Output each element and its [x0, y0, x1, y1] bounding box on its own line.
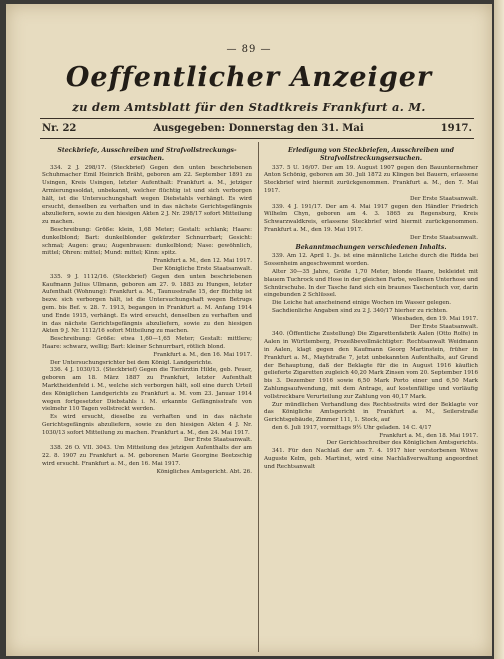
- column-divider: [258, 142, 259, 652]
- signature-line: Wiesbaden, den 19. Mai 1917.: [391, 315, 478, 322]
- notice-paragraph: Zur mündlichen Verhandlung des Rechtsstreits wird der Beklagte vor das Königliche Amtsgericht in Frankfurt a. M., Seilerstraße Gerichtsgebäude, Zimmer 111, 1. Stock, auf: [264, 401, 478, 424]
- notice-paragraph: den 6. Juli 1917, vormittags 9½ Uhr geladen. 14 C. 4/17: [272, 424, 432, 431]
- masthead-title: Oeffentlicher Anzeiger: [65, 62, 433, 93]
- notice-paragraph: 337. 5 U. 16/07. Der am 19. August 1907 gegen den Bauunternehmer Anton Schönig, geboren am 30. Juli 1872 zu Klingen bei Bauern, erlassene Steckbrief wird hiermit zurückgenommen. Frankfurt a. M., den 7. Mai 1917.: [264, 164, 478, 194]
- notice-paragraph: 341. Für den Nachlaß der am 7. 4. 1917 hier verstorbenen Witwe Auguste Kelm, geb. Martinet, wird eine Nachlaßverwaltung angeordnet und Rechtsanwalt: [264, 448, 478, 470]
- signature-line: Der Gerichtsschreiber des Königlichen Amtsgerichts.: [326, 440, 478, 447]
- notice-paragraph: Es wird ersucht, dieselbe zu verhaften und in das nächste Gerichtsgefängnis abzuliefern, sowie zu den hiesigen Akten 4 J. Nr. 1030/13 sofort Mitteilung zu machen. Frankfurt a. M., den 24. Mai 1917.: [42, 414, 252, 436]
- notice-paragraph: 340. (Öffentliche Zustellung) Die Zigarettenfabrik Aalen (Otto Rolfe) in Aalen in Württemberg, Prozeßbevollmächtigter: Rechtsanwalt Weidmann in Aalen, klagt gegen den Kaufmann Georg Martinstein, früher in Frankfurt a. M., Mayfstraße 7, jetzt unbekannten Aufenthalts, auf Grund der Behauptung, daß der Beklagte für die in August 1916 käuflich gelieferte Zigaretten zugleich 40,20 Mark Zinsen vom 20. September 1916 bis 3. Dezember 1916 sowie 6,50 Mark Porto einer und 6,50 Mark Zahlungsaufwendung, mit dem Antrage, auf kostenfällige und vorläufig vollstreckbare Verurteilung zur Zahlung von 40,17 Mark.: [264, 331, 478, 400]
- masthead-subtitle: zu dem Amtsblatt für den Stadtkreis Frankfurt a. M.: [72, 100, 426, 114]
- page-edge: [494, 0, 504, 659]
- issue-number: Nr. 22: [42, 123, 77, 134]
- notice-paragraph: Der Untersuchungsrichter bei dem Königl. Landgerichte.: [50, 359, 213, 366]
- signature-line: Königliches Amtsgericht. Abt. 26.: [156, 468, 252, 475]
- notice-paragraph: 339. Am 12. April 1. Js. ist eine männliche Leiche durch die Ridda bei Sossenheim angeschwemmt worden.: [264, 253, 478, 268]
- notice-paragraph: Sachdienliche Angaben sind zu 2 J. 340/17 hierher zu richten.: [272, 307, 448, 314]
- notice-paragraph: 338. 26 O. VII. 3043. Um Mitteilung des jetzigen Aufenthalts der am 22. 8. 1907 zu Frankfurt a. M. geborenen Marie Georgine Beetzschig wird ersucht. Frankfurt a. M., den 16. Mai 1917.: [42, 445, 252, 467]
- issue-date: Ausgegeben: Donnerstag den 31. Mai: [153, 123, 364, 134]
- signature-line: Der Erste Staatsanwalt.: [410, 234, 478, 241]
- signature-line: Der Königliche Erste Staatsanwalt.: [152, 265, 252, 272]
- notice-paragraph: Die Leiche hat anscheinend einige Wochen im Wasser gelegen.: [272, 300, 452, 307]
- section-heading: Steckbriefe, Ausschreiben und Strafvollstreckungs- ersuchen.: [57, 147, 237, 162]
- issue-meta: [42, 123, 472, 134]
- page-number: — 89 —: [226, 44, 272, 55]
- notice-paragraph: Beschreibung: Größe: etwa 1,60—1,65 Meter; Gestalt: mittlere; Haare: schwarz, wellig; Bart: kleiner Schnurrbart, rötlich blond.: [42, 336, 252, 350]
- divider-top: [40, 118, 474, 119]
- signature-line: Der Erste Staatsanwalt.: [410, 323, 478, 330]
- newspaper-page: [6, 4, 492, 656]
- notice-paragraph: 339. 4 J. 191/17. Der am 4. Mai 1917 gegen den Händler Friedrich Wilhelm Chyn, geboren am 4. 3. 1865 zu Regensburg, Kreis Schwarzwaldkreis, erlassene Steckbrief wird hiermit zurückgenommen. Frankfurt a. M., den 19. Mai 1917.: [264, 203, 478, 233]
- notice-paragraph: Alter 30—35 Jahre, Größe 1,70 Meter, blonde Haare, bekleidet mit blauem Tuchrock und Hose in der gleichen Farbe, wollenen Unterhose und Schnürschuhe. In der Tasche fand sich ein braunes Taschentuch vor, darin eingebunden 2 Schlüssel.: [264, 268, 478, 299]
- divider-bottom: [40, 138, 474, 139]
- signature-line: Frankfurt a. M., den 16. Mai 1917.: [153, 351, 252, 358]
- signature-line: Der Erste Staatsanwalt.: [410, 195, 478, 202]
- section-heading: Bekanntmachungen verschiedenen Inhalts.: [295, 243, 447, 251]
- notice-paragraph: 334. 2 J. 298/17. (Steckbrief) Gegen den unten beschriebenen Schuhmacher Emil Heinrich Bräht, geboren am 22. September 1891 zu Usingen, Kreis Usingen, letzter Aufenthalt: Frankfurt a. M., jetziger Armierungssoldat, unbekannt, welcher flüchtig ist und sich verborgen hält, ist die Untersuchungshaft wegen Diebstahls verhängt. Es wird ersucht, denselben zu verhaften und in das nächste Gerichtsgefängnis abzuliefern, sowie zu den hiesigen Akten 2 J. Nr. 298/17 sofort Mitteilung zu machen.: [42, 164, 252, 226]
- signature-line: Frankfurt a. M., den 18. Mai 1917.: [379, 432, 478, 439]
- left-column: [42, 146, 252, 476]
- signature-line: Der Erste Staatsanwalt.: [184, 437, 252, 444]
- section-heading: Erledigung von Steckbriefen, Ausschreiben und Strafvollstreckungsersuchen.: [287, 147, 455, 162]
- issue-year: 1917.: [440, 123, 472, 134]
- notice-paragraph: 336. 4 J. 1030/13. (Steckbrief) Gegen die Tierärztin Hilde, geb. Feuer, geboren am 18. März 1887 zu Frankfurt, letzter Aufenthalt Marktheidenfeld i. M., welche sich verborgen hält, soll eine durch Urteil des Königlichen Landgerichts zu Frankfurt a. M. vom 23. Januar 1914 wegen fortgesetzter Diebstahls i. M. erkannte Gefängnisstrafe von vielmehr 110 Tagen vollstreckt werden.: [42, 367, 252, 413]
- notice-paragraph: 335. 9 J. 1112/16. (Steckbrief) Gegen den unten beschriebenen Kaufmann Julius Ullmann, geboren am 27. 9. 1883 zu Hungen, letzter Aufenthalt (Wohnung): Frankfurt a. M., Taunusstraße 15, der flüchtig ist bezw. sich verborgen hält, ist die Untersuchungshaft wegen Betrugs gem. bis Bef. v. 28. 7. 1913, begangen in Frankfurt a. M. Anfang 1914 und Ende 1915, verhängt. Es wird ersucht, denselben zu verhaften und in das nächste Gerichtsgefängnis abzuliefern, sowie zu den hiesigen Akten 9 J. Nr. 1112/16 sofort Mitteilung zu machen.: [42, 273, 252, 335]
- signature-line: Frankfurt a. M., den 12. Mai 1917.: [153, 258, 252, 265]
- right-column: [264, 146, 478, 472]
- notice-paragraph: Beschreibung: Größe: klein, 1,68 Meter; Gestalt: schlank; Haare: dunkelblond; Bart: dunkelblonder gekürzter Schnurrbart; Gesicht: schmal; Augen: grau; Augenbrauen: dunkelblond; Nase: gewöhnlich, mittel; Ohren: mittel; Mund: mittel; Kinn: spitz.: [42, 226, 252, 257]
